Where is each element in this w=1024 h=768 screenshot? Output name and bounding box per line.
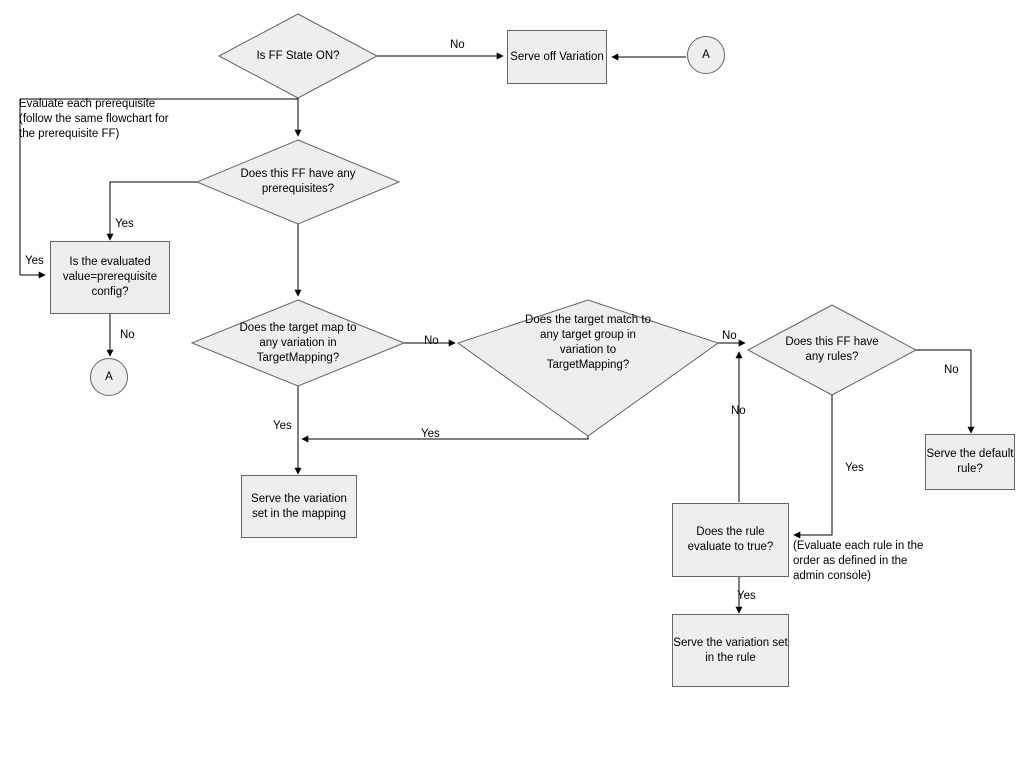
node-label-target-mapping: Does the target map to any variation in TargetMapping? [239,321,357,364]
node-label-prerequisites: Does this FF have any prerequisites? [240,168,356,195]
node-connector-a-top[interactable]: A [687,36,725,74]
node-prerequisite-evaluated[interactable]: Is the evaluated value=prerequisite config? [50,241,170,314]
note-prerequisite: Evaluate each prerequisite (follow the same flowchart for the prerequisite FF) [19,98,169,140]
diamond-target-mapping [192,300,404,386]
edge-prereq-yes [110,182,197,240]
edge-hasrules-yes [794,395,832,535]
edge-label-targetmap-yes: Yes [273,420,292,432]
edge-label-targetmap-no: No [424,335,439,347]
edge-label-hasrules-yes: Yes [845,462,864,474]
node-label-target-group: Does the target match to any target group in variation to TargetMapping? [525,314,651,371]
node-connector-a-bottom[interactable]: A [90,358,128,396]
node-serve-off-variation[interactable]: Serve off Variation [507,30,607,84]
edge-label-ruleeval-yes: Yes [737,590,756,602]
diamond-prerequisites [197,140,399,224]
diamond-has-rules [748,305,916,395]
edge-label-targetgroup-yes: Yes [421,428,440,440]
note-rule-order: (Evaluate each rule in the order as defined in the admin console) [793,540,924,582]
edge-label-prereqeval-yes: Yes [25,255,44,267]
node-rule-evaluate[interactable]: Does the rule evaluate to true? [672,503,789,577]
edge-label-prereqeval-no: No [120,329,135,341]
node-serve-default-rule[interactable]: Serve the default rule? [925,434,1015,490]
edge-label-prereq-yes: Yes [115,218,134,230]
node-serve-variation-rule[interactable]: Serve the variation set in the rule [672,614,789,687]
edge-label-targetgroup-no: No [722,330,737,342]
edge-label-ffstate-no: No [450,39,465,51]
diamond-ff-state [219,14,377,98]
diamond-target-group [458,300,718,436]
edge-label-hasrules-no: No [944,364,959,376]
node-serve-variation-mapping[interactable]: Serve the variation set in the mapping [241,475,357,538]
edge-label-ruleeval-no: No [731,405,746,417]
node-label-has-rules: Does this FF have any rules? [785,336,879,363]
edge-targetgroup-yes [302,436,588,439]
node-label-ff-state: Is FF State ON? [256,49,340,62]
